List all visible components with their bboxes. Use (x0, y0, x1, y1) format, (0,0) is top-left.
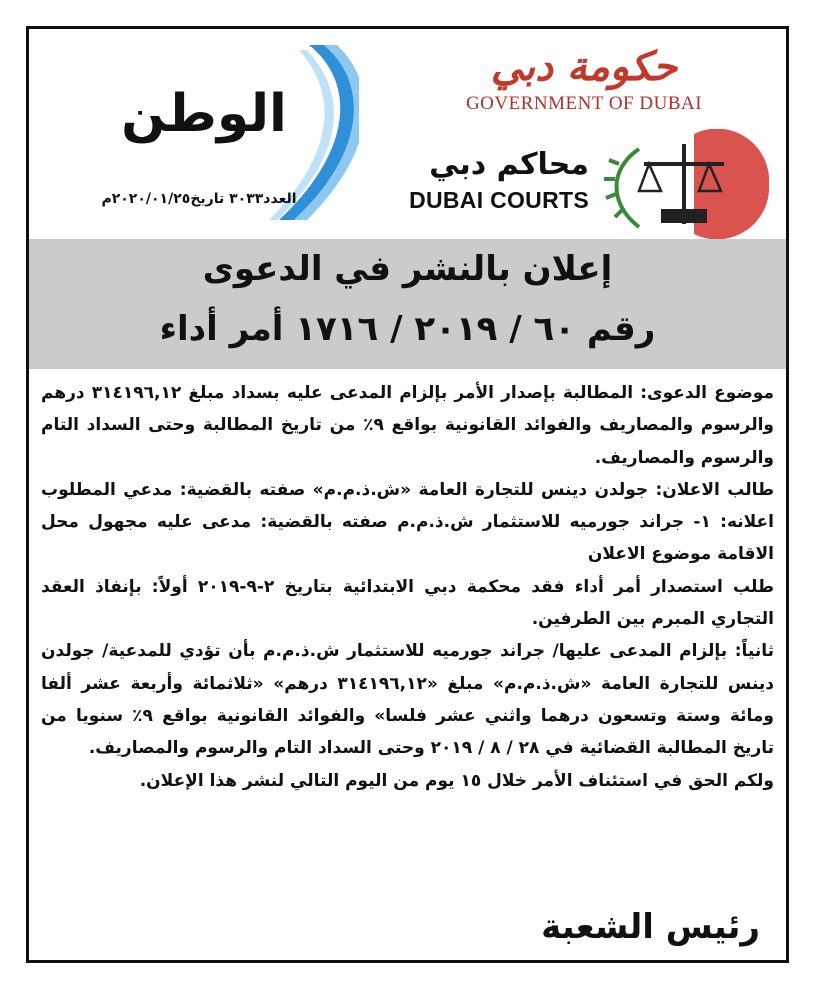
order-first-paragraph: طلب استصدار أمر أداء فقد محكمة دبي الابتدائية بتاريخ ٢-٩-٢٠١٩ أولاً: بإنفاذ العقد التجاري المبرم بين الطرفين. (41, 576, 774, 630)
announcement-body (41, 377, 774, 797)
newspaper-name: الوطن (121, 84, 287, 144)
signature-title: رئيس الشعبة (541, 907, 760, 947)
case-number: رقم ٦٠ / ٢٠١٩ / ١٧١٦ أمر أداء (159, 309, 656, 349)
parties-paragraph: طالب الاعلان: جولدن دينس للتجارة العامة «ش.ذ.م.م» صفته بالقضية: مدعي المطلوب اعلانه: ١- جراند جورميه للاستثمار ش.ذ.م.م صفته بالقضية: مدعى عليه مجهول محل الاقامة موضوع الاعلان (41, 479, 774, 565)
government-english-name: GOVERNMENT OF DUBAI (465, 93, 703, 114)
announcement-frame (26, 26, 789, 963)
scales-of-justice-icon (599, 129, 774, 239)
appeal-right-paragraph: ولكم الحق في استئناف الأمر خلال ١٥ يوم من اليوم التالي لنشر هذا الإعلان. (139, 770, 774, 791)
case-subject-paragraph: موضوع الدعوى: المطالبة بإصدار الأمر بإلزام المدعى عليه بسداد مبلغ ٣١٤١٩٦,١٢ درهم والرسوم والمصاريف والفوائد القانونية بواقع ٩٪ من تاريخ المطالبة وحتى السداد التام والرسوم والمصاريف. (41, 383, 774, 468)
issue-date-line: العدد٣٠٣٣ تاريخ٢٠٢٠/٠١/٢٥م (101, 191, 297, 207)
title-banner (29, 239, 786, 369)
courts-english-name: DUBAI COURTS (409, 187, 589, 213)
order-second-paragraph: ثانياً: بإلزام المدعى عليها/ جراند جورميه للاستثمار ش.ذ.م.م بأن تؤدي للمدعية/ جولدن دينس للتجارة العامة «ش.ذ.م.م» مبلغ «٣١٤١٩٦,١٢ درهم» «ثلاثمائة وأربعة عشر ألفا ومائة وستة وتسعون درهما واثني عشر فلسا» والفوائد القانونية بواقع ٩٪ سنويا من تاريخ المطالبة القضائية في ٢٨ / ٨ / ٢٠١٩ وحتى السداد التام والرسوم والمصاريف. (41, 641, 775, 759)
courts-arabic-name: محاكم دبي (429, 147, 589, 182)
announcement-title: إعلان بالنشر في الدعوى (202, 249, 613, 289)
government-arabic-name: حكومة دبي (490, 43, 678, 90)
government-logo (454, 43, 714, 115)
